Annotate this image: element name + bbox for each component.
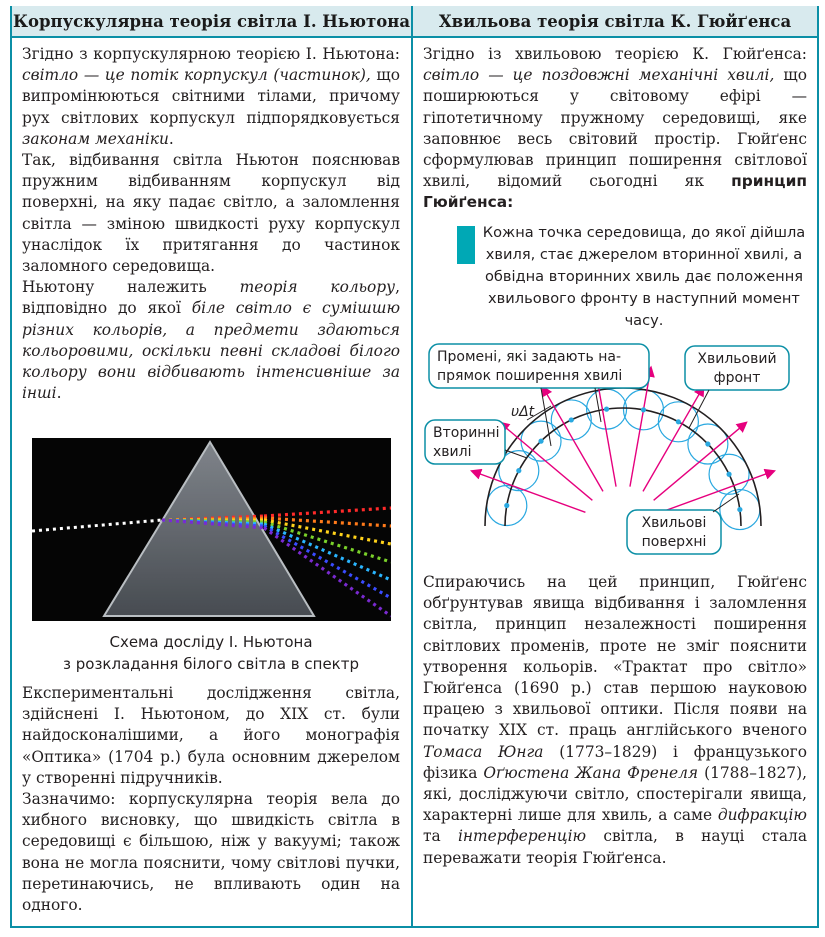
wavelet-source-point xyxy=(726,472,731,477)
prism-illustration xyxy=(32,438,391,621)
huygens-definition-paragraph: Згідно із хвильовою теорією К. Гюйґенса: світло — це поздовжні механічні хвилі, що поширюються у світовому ефірі — гіпотетичному пружному середовищі, яке заповнює весь світовий простір. Гюйґенс сформулював принцип поширення світлової хвилі, відомий сьогодні як принцип Гюйґенса: xyxy=(423,45,808,212)
newton-reflection-paragraph: Так, відбивання світла Ньютон пояснював пружним відбиванням корпускул від поверхні, на яку падає світло, а заломлення світла — зміною швидкості руху корпускул унаслідок їх притягання до частинок заломного середовища. xyxy=(22,151,400,276)
rays-label-line1: Промені, які задають на- xyxy=(437,349,622,365)
ray-arrow xyxy=(500,423,592,500)
wavelet-source-point xyxy=(516,468,521,473)
wavelet-source-point xyxy=(676,419,681,424)
spectrum-ray xyxy=(264,518,391,526)
newton-column xyxy=(22,44,400,404)
prism-dispersion-photo xyxy=(32,438,391,621)
newton-color-theory-paragraph: Ньютону належить теорія кольору, відповідно до якої біле світло є сумішшю різних кольорів, а предмети здаються кольоровими, оскільки певні складові білого кольору вони відбивають інтенсивніше за інші. xyxy=(22,278,400,403)
white-light-beam xyxy=(32,520,162,531)
header-huygens: Хвильова теорія світла К. Гюйґенса xyxy=(413,6,817,38)
column-divider xyxy=(411,6,413,928)
newton-definition-paragraph: Згідно з корпускулярною теорією І. Ньютона: світло — це потік корпускул (частинок), що випромінюються світними тілами, причому рух світлових корпускул підпорядковується законам механіки. xyxy=(22,45,400,148)
newton-conclusion-paragraph: Зазначимо: корпускулярна теорія вела до хибного висновку, що швидкість світла в середовищі є більшою, ніж у вакуумі; також вона не могла пояснити, чому світлові пучки, перетинаючись, не впливають один на одного. xyxy=(22,790,400,915)
huygens-principle-diagram xyxy=(423,338,807,570)
huygens-column xyxy=(423,44,807,214)
front-label-line1: Хвильовий xyxy=(697,351,777,367)
newton-optics-paragraph: Експериментальні дослідження світла, здійснені І. Ньютоном, до XIX ст. були найдосконалішими, а його монографія «Оптика» (1704 р.) була основним джерелом у створенні підручників. xyxy=(22,684,400,787)
front-label-line2: фронт xyxy=(713,370,761,386)
wavelet-source-point xyxy=(604,407,609,412)
surfaces-label-line2: поверхні xyxy=(641,534,707,550)
surfaces-label-line1: Хвильові xyxy=(641,515,707,531)
wavelet-source-point xyxy=(737,507,742,512)
vdt-label: υΔt xyxy=(511,404,535,420)
ray-arrow xyxy=(543,387,603,491)
spectrum-ray xyxy=(264,508,391,516)
wavelet-source-point xyxy=(538,439,543,444)
initial-wave-surface xyxy=(505,408,741,526)
wavelet-source-point xyxy=(705,441,710,446)
huygens-history-paragraph: Спираючись на цей принцип, Гюйґенс обґрунтував явища відбивання і заломлення світла, принцип незалежності поширення світлових променів, проте не зміг пояснити утворення кольорів. «Трактат про світло» Гюйґенса (1690 р.) став першою науковою працею з хвильової оптики. Після появи на початку XIX ст. праць англійського вченого Томаса Юнга (1773–1829) і французького фізика Оґюстена Жана Френеля (1788–1827), які, досліджуючи світло, спостерігали явища, характерні лише для хвиль, а саме дифракцію та інтерференцію світла, в науці стала переважати теорія Гюйґенса. xyxy=(423,573,807,867)
secondary-label-line2: хвилі xyxy=(433,444,472,460)
prism-shape xyxy=(104,442,314,616)
wavelet-source-point xyxy=(641,407,646,412)
huygens-column-lower xyxy=(423,572,807,869)
ray-arrow xyxy=(654,423,746,500)
rays-label-line2: прямок поширення хвилі xyxy=(437,368,623,384)
newton-column-lower xyxy=(22,683,400,916)
prism-caption: Схема досліду І. Ньютона з розкладання білого світла в спектр xyxy=(63,633,359,673)
principle-marker xyxy=(457,226,475,264)
wavelet-source-point xyxy=(569,417,574,422)
huygens-principle-statement: Кожна точка середовища, до якої дійшла хвиля, стає джерелом вторинної хвилі, а обвідна вторинних хвиль дає положення хвильового фронту в наступний момент часу. xyxy=(482,224,806,329)
surfaces-pointer xyxy=(713,494,739,512)
secondary-label-line1: Вторинні xyxy=(433,425,500,441)
header-newton: Корпускулярна теорія світла І. Ньютона xyxy=(12,6,411,38)
wavelet-source-point xyxy=(504,503,509,508)
